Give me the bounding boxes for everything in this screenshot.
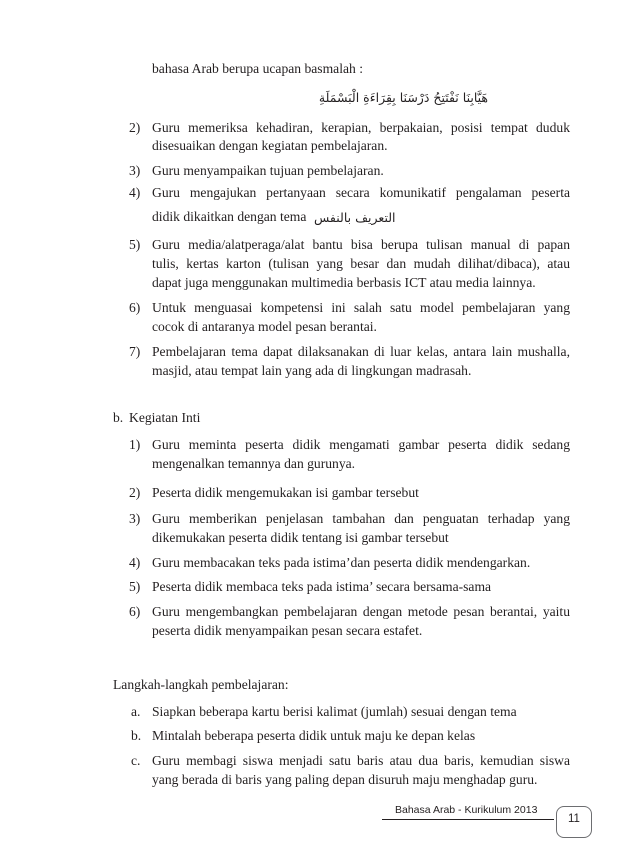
item-line: Guru membacakan teks pada istima’dan peserta didik mendengarkan. — [152, 555, 531, 570]
item-line: disesuaikan dengan kegiatan pembelajaran. — [152, 138, 388, 153]
item-line: Peserta didik mengemukakan isi gambar tersebut — [152, 485, 419, 500]
item-line: Untuk menguasai kompetensi ini salah satu model pembelajaran yang — [152, 300, 570, 315]
item-line: Pembelajaran tema dapat dilaksanakan di luar kelas, antara lain mushalla, — [152, 344, 570, 359]
item-number: 3) — [129, 163, 141, 178]
arabic-theme: التعريف بالنفس — [314, 210, 396, 225]
item-number: 7) — [129, 344, 141, 359]
steps-heading: Langkah-langkah pembelajaran: — [113, 677, 289, 692]
item-line: Guru memeriksa kehadiran, kerapian, berpakaian, posisi tempat duduk — [152, 120, 570, 135]
item-number: 6) — [129, 604, 141, 619]
intro-line: bahasa Arab berupa ucapan basmalah : — [152, 61, 363, 76]
item-line: Peserta didik membaca teks pada istima’ secara bersama-sama — [152, 579, 492, 594]
item-number: 1) — [129, 437, 141, 452]
step-letter: c. — [131, 753, 141, 768]
item-line: Guru mengajukan pertanyaan secara komunikatif pengalaman peserta — [152, 185, 570, 200]
item-number: 2) — [129, 120, 141, 135]
item-line: dikemukakan peserta didik tentang isi gambar tersebut — [152, 530, 449, 545]
item-line: Guru memberikan penjelasan tambahan dan penguatan terhadap yang — [152, 511, 570, 526]
section-title: Kegiatan Inti — [129, 410, 201, 425]
step-line: Mintalah beberapa peserta didik untuk maju ke depan kelas — [152, 728, 476, 743]
item-line: mengenalkan temannya dan gurunya. — [152, 456, 356, 471]
section-label: b. — [113, 410, 124, 425]
item-line: Guru menyampaikan tujuan pembelajaran. — [152, 163, 384, 178]
item-line: Guru mengembangkan pembelajaran dengan metode pesan berantai, yaitu — [152, 604, 570, 619]
item-line: tulis, kertas karton (tulisan yang besar dan mudah dilihat/dibaca), atau — [152, 256, 570, 271]
item-number: 6) — [129, 300, 141, 315]
step-letter: a. — [131, 704, 141, 719]
arabic-basmalah: هَيَّابِنَا نَفْتَتِحُ دَرْسَنَا بِقِرَاءَةِ الْبَسْمَلَةِ — [318, 90, 488, 105]
footer-book-title: Bahasa Arab - Kurikulum 2013 — [395, 804, 538, 816]
item-number: 3) — [129, 511, 141, 526]
item-number: 5) — [129, 579, 141, 594]
footer-rule — [382, 819, 554, 820]
item-number: 5) — [129, 237, 141, 252]
item-line: peserta didik menyampaikan pesan secara estafet. — [152, 623, 423, 638]
step-line: Siapkan beberapa kartu berisi kalimat (jumlah) sesuai dengan tema — [152, 704, 517, 719]
step-line: yang berada di baris yang paling depan disuruh maju menghadap guru. — [152, 772, 538, 787]
step-line: Guru membagi siswa menjadi satu baris atau dua baris, kemudian siswa — [152, 753, 570, 768]
page-footer — [0, 800, 638, 851]
item-number: 2) — [129, 485, 141, 500]
item-number: 4) — [129, 185, 141, 200]
item-number: 4) — [129, 555, 141, 570]
item-line: Guru media/alatperaga/alat bantu bisa berupa tulisan manual di papan — [152, 237, 570, 252]
item-line: dapat juga menggunakan multimedia berbasis ICT atau media lainnya. — [152, 275, 536, 290]
item-line: cocok di antaranya model pesan berantai. — [152, 319, 377, 334]
item-line: masjid, atau tempat lain yang ada di lingkungan madrasah. — [152, 363, 472, 378]
item-line: Guru meminta peserta didik mengamati gambar peserta didik sedang — [152, 437, 570, 452]
item-line: didik dikaitkan dengan tema — [152, 209, 307, 224]
page-number: 11 — [568, 813, 580, 825]
step-letter: b. — [131, 728, 142, 743]
